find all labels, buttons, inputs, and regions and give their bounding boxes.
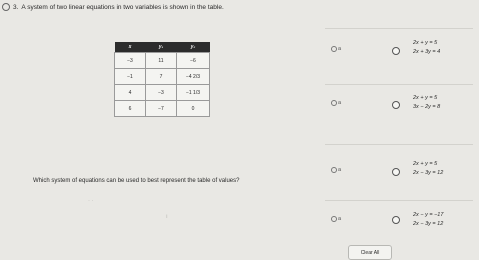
question-header	[2, 3, 224, 11]
table-row	[115, 101, 210, 117]
table-cell: −1 1/3	[177, 85, 210, 101]
choice-d-eq1: 2x − y = −17	[413, 212, 444, 218]
eliminator-icon[interactable]: a	[331, 167, 341, 173]
eliminator-icon[interactable]: a	[331, 46, 341, 52]
choice-c-equations	[413, 160, 443, 178]
choice-d-radio[interactable]	[392, 216, 400, 224]
choice-a-eq1: 2x + y = 5	[413, 40, 438, 46]
choice-c-eq1: 2x + y = 5	[413, 161, 438, 167]
table-row	[115, 69, 210, 85]
table-cell: 11	[146, 53, 177, 69]
choice-b-equations	[413, 94, 440, 112]
choice-a[interactable]	[325, 28, 473, 77]
choice-d-equations	[413, 211, 443, 229]
choice-a-eq2: 2x + 3y = 4	[413, 49, 441, 55]
choice-d[interactable]	[325, 200, 473, 241]
choice-c-eq2: 2x − 3y = 12	[413, 170, 444, 176]
choice-b-eq2: 3x − 2y = 8	[413, 104, 441, 110]
header-y1: y₁	[146, 42, 177, 53]
table-cell: −4 2/3	[177, 69, 210, 85]
table-cell: 7	[146, 69, 177, 85]
header-y2: y₂	[177, 42, 210, 53]
clear-all-button[interactable]: Clear All	[348, 245, 392, 260]
table-cell: −3	[115, 53, 146, 69]
choice-b[interactable]	[325, 84, 473, 133]
table-cell: 6	[115, 101, 146, 117]
table-cell: −7	[146, 101, 177, 117]
choice-c-radio[interactable]	[392, 168, 400, 176]
smudge-mark: · ·	[88, 198, 94, 204]
smudge-mark: ı	[166, 214, 168, 220]
table-cell: 0	[177, 101, 210, 117]
header-x: x	[115, 42, 146, 53]
table-cell: −6	[177, 53, 210, 69]
table-row	[115, 53, 210, 69]
choice-a-radio[interactable]	[392, 47, 400, 55]
choice-d-eq2: 2x − 3y = 12	[413, 221, 444, 227]
choice-c[interactable]	[325, 144, 473, 193]
table-cell: −3	[146, 85, 177, 101]
choice-b-radio[interactable]	[392, 101, 400, 109]
question-text: A system of two linear equations in two variables is shown in the table.	[21, 3, 224, 11]
table-header-row	[115, 42, 210, 53]
eliminator-icon[interactable]: a	[331, 100, 341, 106]
table-cell: −1	[115, 69, 146, 85]
question-prompt: Which system of equations can be used to best represent the table of values?	[33, 178, 240, 184]
question-number: 3.	[13, 3, 19, 11]
choice-b-eq1: 2x + y = 5	[413, 95, 438, 101]
eliminator-icon[interactable]: a	[331, 216, 341, 222]
values-table	[114, 42, 210, 117]
flag-icon[interactable]	[2, 3, 10, 11]
table-row	[115, 85, 210, 101]
choice-a-equations	[413, 39, 440, 57]
table-cell: 4	[115, 85, 146, 101]
